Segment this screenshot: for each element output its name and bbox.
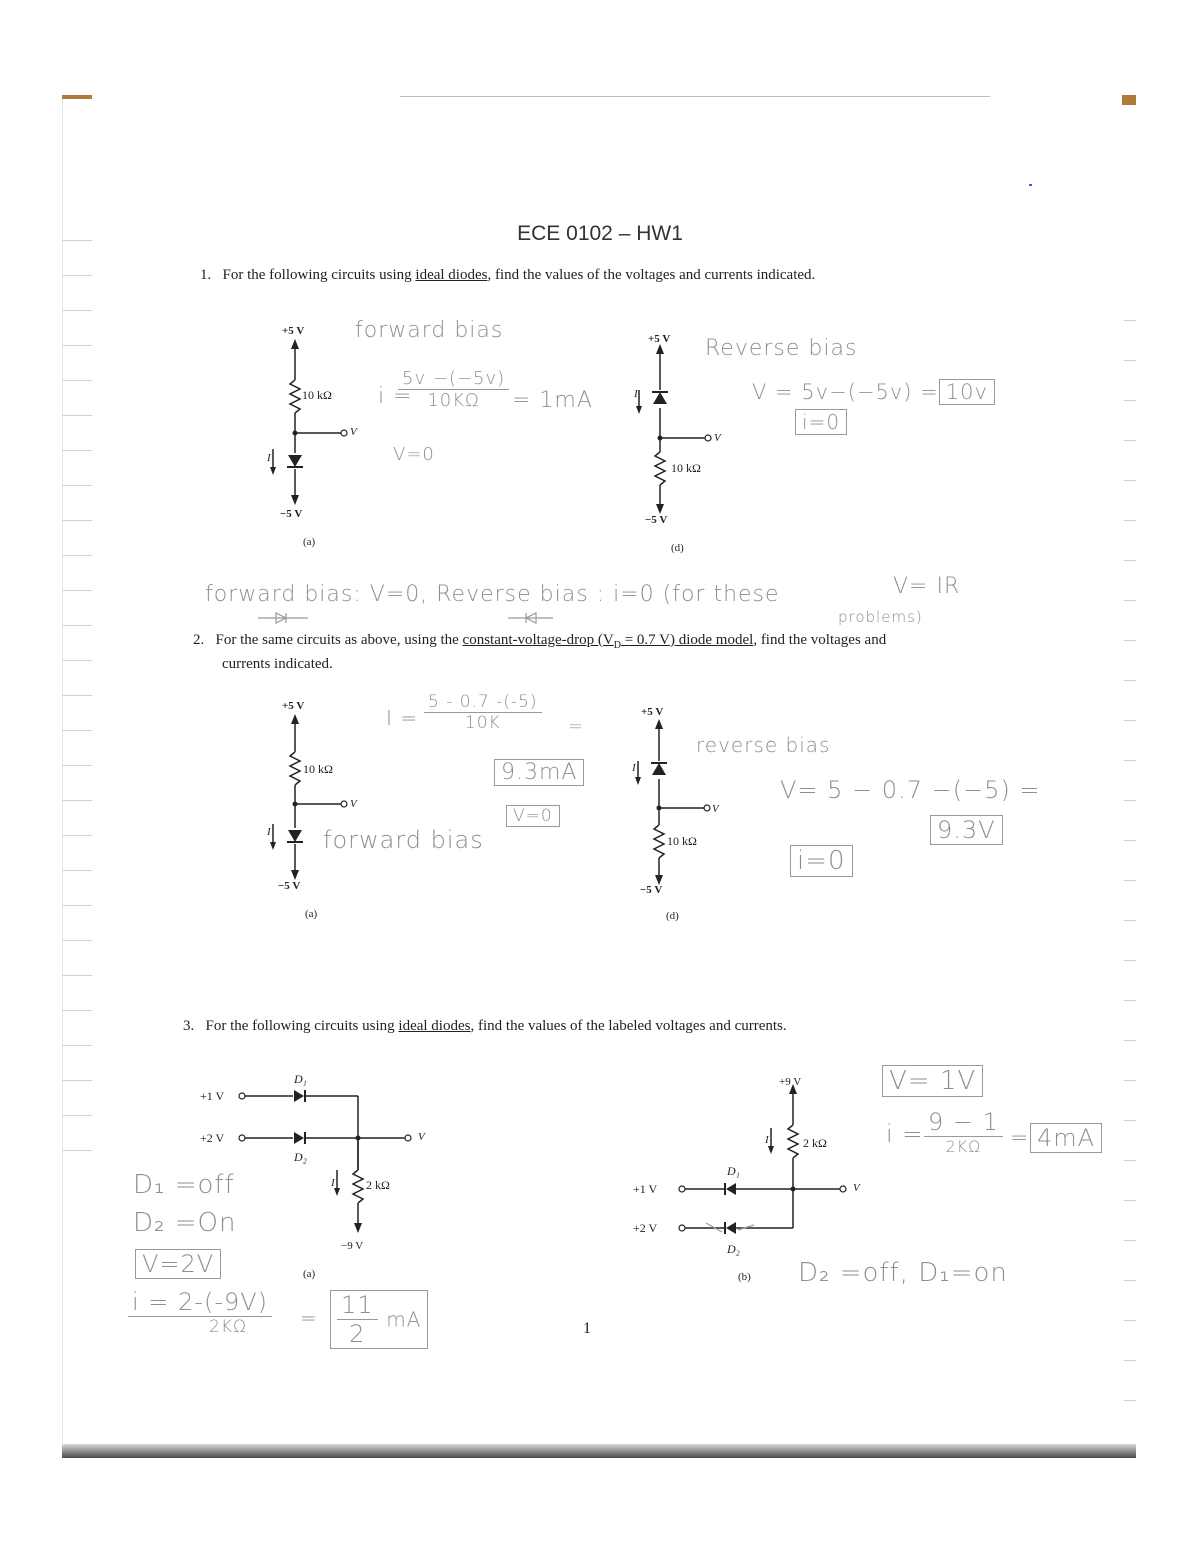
label-minus5v: −5 V: [278, 880, 301, 892]
paper-bottom-edge: [62, 1444, 1136, 1458]
question-text-end: , find the values of the labeled voltages and currents.: [470, 1018, 787, 1034]
label-i: I: [632, 762, 636, 774]
hw-diode-doodles: [258, 612, 558, 624]
label-a: (a): [305, 908, 318, 920]
question-1: [200, 266, 815, 284]
circuit-2a: [255, 700, 365, 930]
label-d1: D₁: [727, 1164, 740, 1178]
label-i: I: [765, 1134, 769, 1146]
label-plus9v: +9 V: [779, 1076, 802, 1088]
question-number: 3.: [183, 1018, 195, 1034]
label-v: V: [712, 803, 719, 815]
question-number: 1.: [200, 267, 212, 283]
hw-num: 11: [337, 1291, 378, 1320]
question-text-end: , find the voltages and: [753, 632, 887, 648]
hw-box-text: V=0: [506, 805, 560, 827]
label-r10k: 10 kΩ: [303, 762, 333, 776]
question-text: For the following circuits using: [222, 267, 416, 283]
hw-box-11-2: [330, 1290, 428, 1349]
label-plus2v: +2 V: [633, 1221, 658, 1235]
label-d2: D₂: [294, 1150, 307, 1164]
hw-eq: =: [300, 1306, 318, 1330]
hw-fraction-2a: [424, 692, 542, 733]
hw-v-box-3b: [882, 1066, 983, 1096]
label-minus5v: −5 V: [645, 514, 668, 526]
hw-forward-bias: forward bias: [355, 318, 504, 343]
hw-v-ir: V= IR: [893, 574, 961, 599]
hw-box-4ma: [1030, 1124, 1102, 1152]
label-plus2v: +2 V: [200, 1131, 225, 1145]
hw-num: i = 2-(-9V): [128, 1288, 272, 1317]
label-minus9v: −9 V: [341, 1240, 364, 1252]
hw-num: 5v −(−5v): [398, 368, 509, 390]
label-plus1v: +1 V: [633, 1182, 658, 1196]
hw-eq: =: [568, 716, 585, 737]
question-line2: currents indicated.: [222, 656, 333, 672]
label-plus1v: +1 V: [200, 1089, 225, 1103]
hw-num: 9 − 1: [924, 1108, 1003, 1137]
question-sub: D: [613, 640, 621, 651]
label-i: I: [267, 826, 271, 838]
hw-forward-bias-2: forward bias: [323, 826, 484, 854]
hw-box-frac: [330, 1290, 428, 1349]
label-v: V: [418, 1131, 425, 1143]
question-underline: ideal diodes: [398, 1018, 471, 1034]
label-a: (a): [303, 1268, 316, 1280]
label-plus5v: +5 V: [282, 325, 305, 337]
label-v: V: [350, 798, 357, 810]
hw-reverse-bias: Reverse bias: [705, 336, 858, 361]
label-r10k: 10 kΩ: [671, 461, 701, 475]
label-i: I: [267, 452, 271, 464]
hw-box-93v: [930, 816, 1003, 844]
hw-den: 2KΩ: [945, 1137, 982, 1156]
label-a: (a): [303, 536, 316, 548]
circuit-3b: [630, 1070, 870, 1270]
hw-i-box: [795, 410, 847, 434]
hw-v-calc-2: V= 5 − 0.7 −(−5) =: [780, 776, 1041, 804]
page-number: 1: [583, 1320, 591, 1337]
label-i: I: [331, 1177, 335, 1189]
hw-box-i0: [790, 846, 853, 876]
hw-den: 10KΩ: [427, 390, 480, 411]
label-d2: D₂: [727, 1242, 740, 1256]
hw-fraction-3b: [924, 1108, 1003, 1156]
hw-i-fraction-3a: [128, 1288, 272, 1337]
binder-edge-left: [62, 95, 92, 99]
hw-i-equals: i =: [378, 384, 413, 409]
label-d: (d): [671, 542, 684, 554]
question-underline: constant-voltage-drop (V: [462, 632, 614, 648]
hw-num: 5 - 0.7 -(-5): [424, 692, 542, 713]
label-r2k: 2 kΩ: [366, 1178, 390, 1192]
label-r2k: 2 kΩ: [803, 1136, 827, 1150]
hw-v-box-3a: [135, 1250, 221, 1278]
label-d1: D₁: [294, 1072, 307, 1086]
label-v: V: [853, 1182, 860, 1194]
hw-unit: mA: [386, 1307, 422, 1332]
circuit-1d: [625, 330, 735, 560]
hw-den: 2KΩ: [209, 1317, 247, 1337]
label-i: I: [634, 388, 638, 400]
hw-I-equals: I =: [386, 706, 419, 730]
hw-box-text: 9.3V: [930, 815, 1003, 845]
label-plus5v: +5 V: [282, 700, 305, 712]
hw-diode-states: D₂ =off, D₁=on: [798, 1258, 1008, 1288]
label-r10k: 10 kΩ: [302, 388, 332, 402]
hw-reverse-bias-2: reverse bias: [696, 733, 831, 757]
hw-d2-on: D₂ =On: [133, 1208, 237, 1238]
hw-box-93ma: [494, 760, 584, 785]
hw-box-text: 9.3mA: [494, 759, 584, 786]
hw-result: = 1mA: [512, 388, 593, 413]
page-title: ECE 0102 – HW1: [517, 222, 683, 245]
hw-fraction: [398, 368, 509, 411]
hw-v0: V=0: [393, 444, 435, 465]
hw-den: 10K: [464, 713, 501, 733]
ink-dot: [1029, 184, 1032, 186]
hw-note-problems: problems): [838, 608, 923, 626]
label-v: V: [714, 432, 721, 444]
circuit-1a: [255, 325, 365, 555]
label-minus5v: −5 V: [640, 884, 663, 896]
hw-box-text: V= 1V: [882, 1065, 983, 1097]
question-2: [193, 631, 1023, 673]
hw-box-v0: [506, 806, 560, 826]
hw-d1-off: D₁ =off: [133, 1170, 235, 1200]
question-3: [183, 1017, 787, 1035]
hw-v-box: 10v: [939, 379, 995, 405]
binder-edge-right: [1122, 95, 1136, 105]
hw-v-calc: [752, 380, 995, 404]
hw-i-3b: i =: [886, 1120, 924, 1148]
label-plus5v: +5 V: [648, 333, 671, 345]
label-r10k: 10 kΩ: [667, 834, 697, 848]
hw-box-text: i=0: [790, 845, 853, 877]
label-d: (d): [666, 910, 679, 922]
label-plus5v: +5 V: [641, 706, 664, 718]
question-text-end: , find the values of the voltages and currents indicated.: [487, 267, 816, 283]
hw-i-box-text: i=0: [795, 409, 847, 435]
question-text: For the same circuits as above, using the: [215, 632, 463, 648]
hw-v-expr: V = 5v−(−5v) =: [752, 380, 939, 404]
hw-eq: =: [1010, 1126, 1030, 1151]
label-b: (b): [738, 1271, 751, 1283]
hw-box-text: V=2V: [135, 1249, 221, 1279]
question-underline: ideal diodes: [415, 267, 488, 283]
label-minus5v: −5 V: [280, 508, 303, 520]
label-v: V: [350, 426, 357, 438]
question-number: 2.: [193, 632, 205, 648]
question-underline-after: = 0.7 V) diode model: [620, 632, 754, 648]
paper-top-edge: [400, 96, 990, 97]
hw-den: 2: [349, 1320, 366, 1348]
question-text: For the following circuits using: [205, 1018, 399, 1034]
hw-note-line: forward bias: V=0, Reverse bias : i=0 (for these: [205, 582, 780, 607]
hw-box-text: 4mA: [1030, 1123, 1102, 1153]
